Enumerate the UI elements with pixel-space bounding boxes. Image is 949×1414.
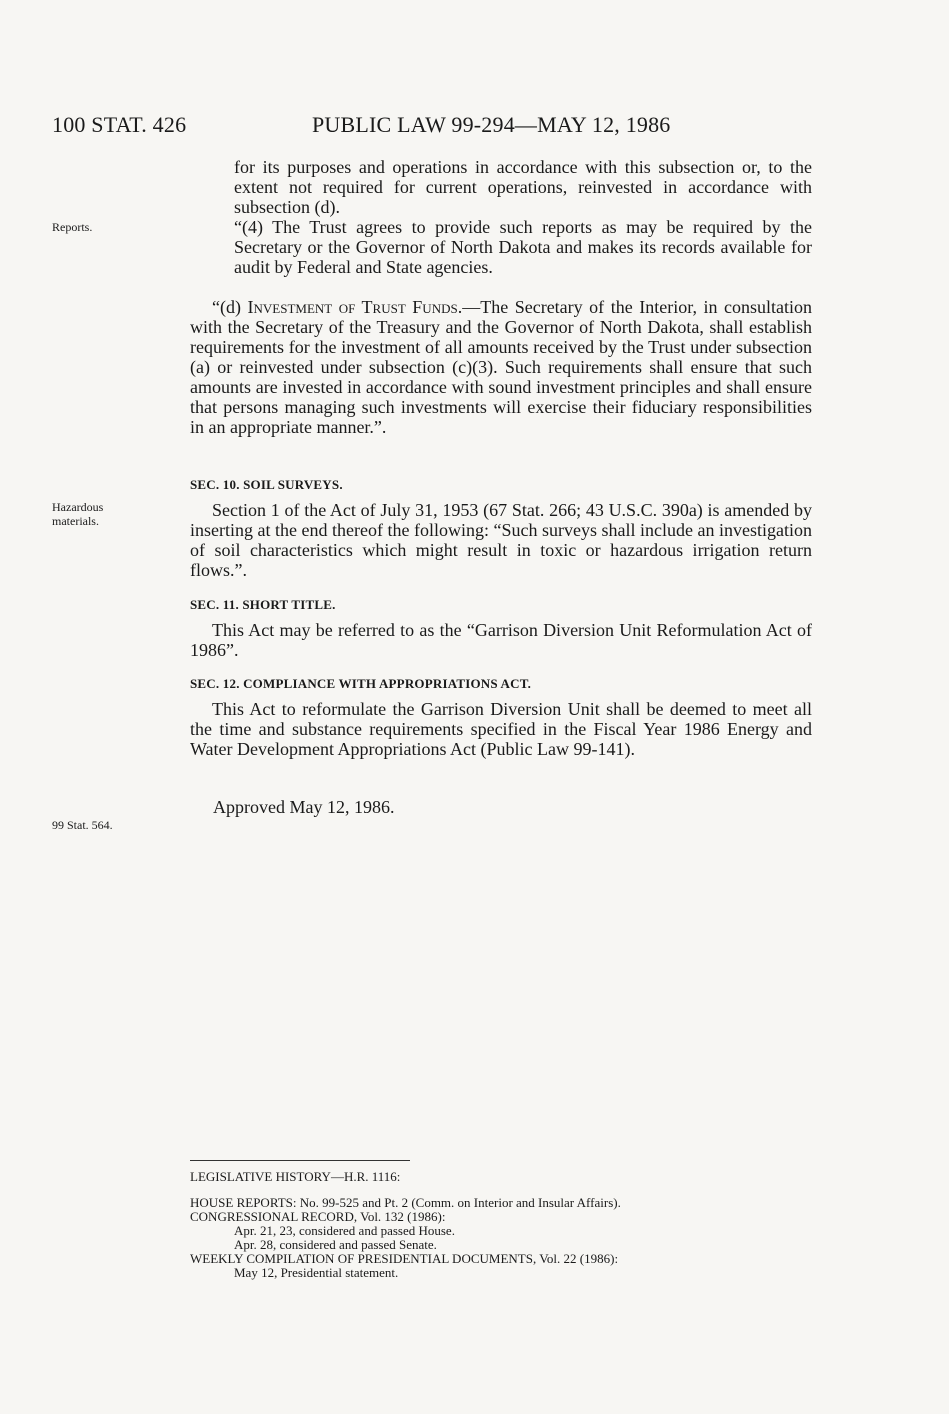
- history-title: LEGISLATIVE HISTORY—H.R. 1116:: [190, 1169, 401, 1184]
- section-10-heading: SEC. 10. SOIL SURVEYS.: [190, 477, 343, 492]
- margin-note-hazardous: Hazardous materials.: [52, 500, 104, 528]
- history-divider: [190, 1160, 410, 1161]
- senate-action: Apr. 28, considered and passed Senate.: [234, 1237, 437, 1252]
- margin-note-stat: 99 Stat. 564.: [52, 818, 113, 832]
- page-title: PUBLIC LAW 99-294—MAY 12, 1986: [312, 112, 671, 137]
- section-11-text: This Act may be referred to as the “Garrison Diversion Unit Reformulation Act of 1986”.: [190, 620, 812, 660]
- subsection-d-text: .—The Secretary of the Interior, in consultation with the Secretary of the Treasury and the Governor of North Dakota, shall establish requirements for the investment of all amounts received by the Trust under subsection (a) or reinvested under subsection (c)(3). Such requirements shall ensure that such amounts are invested in accordance with sound investment principles and shall ensure that persons managing such investments will exercise their fiduciary responsibilities in an appropriate manner.”.: [190, 297, 812, 437]
- weekly-compilation: WEEKLY COMPILATION OF PRESIDENTIAL DOCUMENTS, Vol. 22 (1986):: [190, 1251, 619, 1266]
- legislative-history: [190, 1170, 810, 1280]
- section-11-heading: SEC. 11. SHORT TITLE.: [190, 597, 336, 612]
- house-action: Apr. 21, 23, considered and passed House.: [234, 1223, 455, 1238]
- section-10-text: Section 1 of the Act of July 31, 1953 (67 Stat. 266; 43 U.S.C. 390a) is amended by inserting at the end thereof the following: “Such surveys shall include an investigation of soil characteristics which might result in toxic or hazardous irrigation return flows.”.: [190, 500, 812, 580]
- subsection-d: [190, 297, 812, 437]
- margin-note-reports: Reports.: [52, 220, 93, 234]
- paragraph-continuation: for its purposes and operations in accordance with this subsection or, to the extent not required for current operations, reinvested in accordance with subsection (d).: [234, 157, 812, 217]
- subsection-d-heading: Investment of Trust Funds: [247, 297, 458, 317]
- subsection-d-prefix: “(d): [212, 297, 248, 317]
- paragraph-4: “(4) The Trust agrees to provide such reports as may be required by the Secretary or the Governor of North Dakota and makes its records available for audit by Federal and State agencies.: [234, 217, 812, 277]
- approval-date: Approved May 12, 1986.: [213, 797, 395, 817]
- section-12-heading: SEC. 12. COMPLIANCE WITH APPROPRIATIONS ACT.: [190, 676, 532, 691]
- presidential-statement: May 12, Presidential statement.: [234, 1265, 399, 1280]
- section-12-text: This Act to reformulate the Garrison Diversion Unit shall be deemed to meet all the time and substance requirements specified in the Fiscal Year 1986 Energy and Water Development Appropriations Act (Public Law 99-141).: [190, 699, 812, 759]
- page-reference: 100 STAT. 426: [52, 112, 187, 137]
- congressional-record: CONGRESSIONAL RECORD, Vol. 132 (1986):: [190, 1209, 446, 1224]
- house-reports: HOUSE REPORTS: No. 99-525 and Pt. 2 (Comm. on Interior and Insular Affairs).: [190, 1195, 621, 1210]
